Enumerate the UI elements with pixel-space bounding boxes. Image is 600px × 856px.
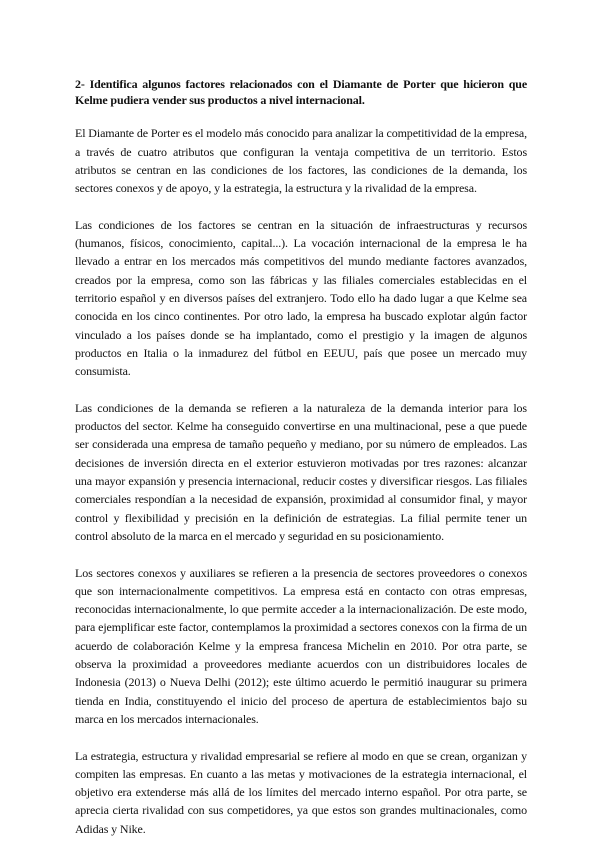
paragraph-condiciones-demanda: Las condiciones de la demanda se refieren a la naturaleza de la demanda interior para los productos del sector. Kelme ha conseguido convertirse en una multinacional, pese a que puede ser considerada una empresa de tamaño pequeño y mediano, por su número de empleados. Las decisiones de inversión directa en el exterior estuvieron motivadas por tres razones: alcanzar una mayor expansión y presencia internacional, reducir costes y diversificar riesgos. Las filiales comerciales respondían a la necesidad de expansión, proximidad al consumidor final, y mayor control y flexibilidad y precisión en la definición de estrategias. La filial permite tener un control absoluto de la marca en el mercado y seguridad en su posicionamiento. <box>75 400 527 543</box>
paragraph-sectores-conexos: Los sectores conexos y auxiliares se refieren a la presencia de sectores proveedores o conexos que son internacionalmente competitivos. La empresa está en contacto con otras empresas, reconocidas internacionalmente, lo que permite acceder a la internacionalización. De este modo, para ejemplificar este factor, contemplamos la proximidad a sectores conexos con la firma de un acuerdo de colaboración Kelme y la empresa francesa Michelin en 2010. Por otra parte, se observa la proximidad a proveedores mediante acuerdos con un distribuidores locales de Indonesia (2013) o Nueva Delhi (2012); este último acuerdo le permitió inaugurar su primera tienda en India, constituyendo el inicio del proceso de apertura de establecimientos bajo su marca en los mercados internacionales. <box>75 565 527 726</box>
paragraph-condiciones-factores: Las condiciones de los factores se centran en la situación de infraestructuras y recursos (humanos, físicos, conocimiento, capital...). La vocación internacional de la empresa le ha llevado a entrar en los mercados más competitivos del mundo mediante factores avanzados, creados por la empresa, como son las fábricas y las filiales comerciales establecidas en el territorio español y en diversos países del extranjero. Todo ello ha dado lugar a que Kelme sea conocida en los cinco continentes. Por otro lado, la empresa ha buscado explotar algún factor vinculado a los países donde se ha implantado, como el prestigio y la imagen de algunos productos en Italia o la inmadurez del fútbol en EEUU, país que posee un mercado muy consumista. <box>75 217 527 379</box>
question-heading: 2- Identifica algunos factores relacionados con el Diamante de Porter que hicieron que Kelme pudiera vender sus productos a nivel internacional. <box>75 77 527 108</box>
paragraph-estrategia-rivalidad: La estrategia, estructura y rivalidad empresarial se refiere al modo en que se crean, organizan y compiten las empresas. En cuanto a las metas y motivaciones de la estrategia internacional, el objetivo era extenderse más allá de los límites del mercado interno español. Por otra parte, se aprecia cierta rivalidad con sus competidores, ya que estos son grandes multinacionales, como Adidas y Nike. <box>75 748 527 836</box>
document-page <box>75 76 527 856</box>
paragraph-diamante-intro: El Diamante de Porter es el modelo más conocido para analizar la competitividad de la empresa, a través de cuatro atributos que configuran la ventaja competitiva de un territorio. Estos atributos se centran en las condiciones de los factores, las condiciones de la demanda, los sectores conexos y de apoyo, y la estrategia, la estructura y la rivalidad de la empresa. <box>75 126 527 196</box>
